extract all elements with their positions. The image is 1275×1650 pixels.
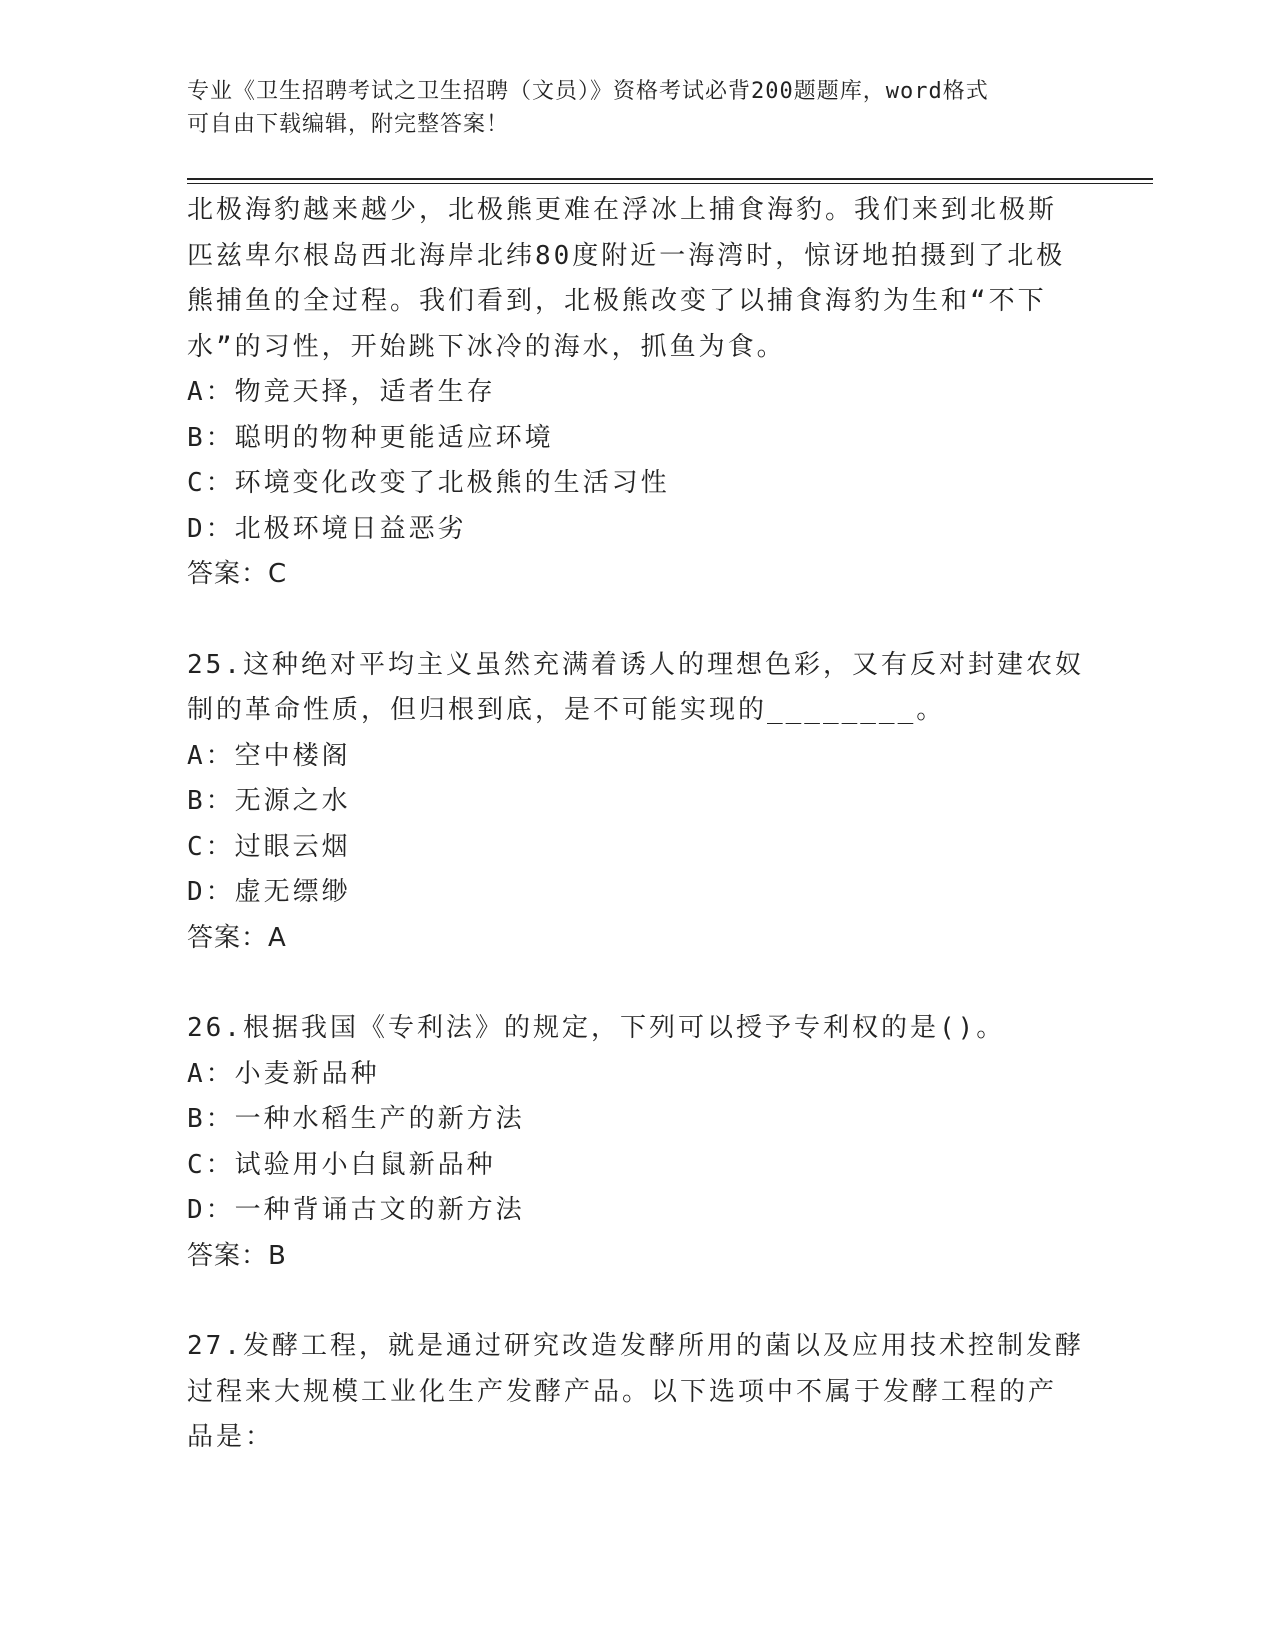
question-stem-line: 过程来大规模工业化生产发酵产品。以下选项中不属于发酵工程的产	[187, 1376, 1058, 1407]
document-header	[187, 75, 1067, 141]
question-stem-line: 熊捕鱼的全过程。我们看到，北极熊改变了以捕食海豹为生和“不下	[187, 286, 1047, 316]
option-a: A：物竞天择，适者生存	[187, 377, 496, 407]
header-divider-thin	[187, 183, 1153, 184]
option-a: A：空中楼阁	[187, 740, 351, 771]
question-25	[187, 643, 1087, 962]
header-line-1: 专业《卫生招聘考试之卫生招聘（文员）》资格考试必背200题题库，word格式	[187, 79, 989, 104]
question-stem-line: 26.根据我国《专利法》的规定，下列可以授予专利权的是()。	[187, 1013, 1006, 1043]
header-line-2: 可自由下载编辑，附完整答案！	[187, 112, 510, 137]
option-c: C：试验用小白鼠新品种	[187, 1149, 496, 1180]
option-b: B：无源之水	[187, 786, 351, 816]
answer-label: 答案：A	[187, 922, 287, 953]
option-b: B：聪明的物种更能适应环境	[187, 422, 554, 453]
question-stem-line: 制的革命性质，但归根到底，是不可能实现的________。	[187, 695, 946, 725]
question-stem-line: 匹兹卑尔根岛西北海岸北纬80度附近一海湾时，惊讶地拍摄到了北极	[187, 240, 1066, 271]
question-stem-line: 品是：	[187, 1422, 275, 1452]
answer-label: 答案：C	[187, 559, 288, 589]
question-27	[187, 1324, 1087, 1461]
question-24	[187, 188, 1087, 598]
question-stem-line: 25.这种绝对平均主义虽然充满着诱人的理想色彩，又有反对封建农奴	[187, 649, 1084, 680]
question-stem-line: 北极海豹越来越少，北极熊更难在浮冰上捕食海豹。我们来到北极斯	[187, 195, 1058, 225]
question-stem-line: 水”的习性，开始跳下冰冷的海水，抓鱼为食。	[187, 331, 786, 362]
header-divider-thick	[187, 178, 1153, 180]
option-b: B：一种水稻生产的新方法	[187, 1104, 525, 1134]
answer-label: 答案：B	[187, 1240, 287, 1271]
question-stem-line: 27.发酵工程，就是通过研究改造发酵所用的菌以及应用技术控制发酵	[187, 1331, 1084, 1361]
option-d: D：北极环境日益恶劣	[187, 513, 467, 544]
option-a: A：小麦新品种	[187, 1058, 380, 1089]
option-c: C：环境变化改变了北极熊的生活习性	[187, 468, 670, 498]
option-c: C：过眼云烟	[187, 831, 351, 862]
question-content	[187, 188, 1087, 1461]
question-26	[187, 1006, 1087, 1279]
option-d: D：虚无缥缈	[187, 877, 351, 907]
option-d: D：一种背诵古文的新方法	[187, 1195, 525, 1225]
